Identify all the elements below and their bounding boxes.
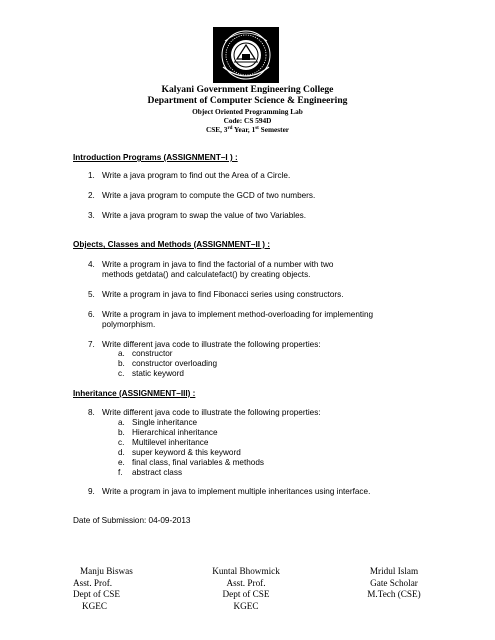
year-semester: CSE, 3rd Year, 1st Semester: [205, 125, 290, 134]
signatory-block: [73, 566, 133, 612]
submission-date: Date of Submission: 04-09-2013: [73, 516, 191, 525]
signatory-title: Asst. Prof.: [73, 577, 113, 588]
list-item: 2. Write a java program to compute the GCD of two numbers.: [88, 191, 316, 200]
list-item: 1. Write a java program to find out the Area of a Circle.: [88, 171, 291, 180]
list-item: 4. Write a program in java to find the factorial of a number with two: [88, 260, 334, 269]
section-heading: Objects, Classes and Methods (ASSIGNMENT–II ) :: [73, 240, 270, 249]
sub-list-item: b. Hierarchical inheritance: [118, 428, 218, 437]
course-code: Code: CS 594D: [223, 116, 272, 125]
list-item: 6. Write a program in java to implement method-overloading for implementing: [88, 310, 374, 319]
signatory-dept: M.Tech (CSE): [367, 589, 421, 599]
list-item: 8. Write different java code to illustrate the following properties:: [88, 408, 321, 417]
sub-list-item: a. Single inheritance: [118, 418, 198, 427]
sub-list-item: b. constructor overloading: [118, 359, 218, 368]
college-logo: [213, 27, 279, 83]
sub-list-item: f. abstract class: [118, 468, 183, 477]
section-heading: Introduction Programs (ASSIGNMENT–I ) :: [73, 153, 238, 162]
signatory-block: [196, 566, 296, 612]
signatory-name: Mridul Islam: [369, 566, 419, 576]
signatory-name: Manju Biswas: [80, 566, 133, 576]
list-item-continuation: polymorphism.: [102, 320, 156, 329]
signatory-name: Kuntal Bhowmick: [212, 566, 280, 576]
signatory-institution: KGEC: [82, 600, 108, 611]
sub-list-item: a. constructor: [118, 349, 173, 358]
list-item: 5. Write a program in java to find Fibonacci series using constructors.: [88, 290, 344, 299]
department-name: Department of Computer Science & Engineering: [147, 95, 348, 106]
sub-list-item: e. final class, final variables & methods: [118, 458, 264, 467]
signatory-title: Asst. Prof.: [226, 577, 266, 588]
sub-list-item: d. super keyword & this keyword: [118, 448, 241, 457]
list-item: 3. Write a java program to swap the value of two Variables.: [88, 211, 307, 220]
signatory-block: [354, 566, 434, 601]
signatory-title: Gate Scholar: [370, 577, 418, 588]
sub-list-item: c. Multilevel inheritance: [118, 438, 209, 447]
sub-list-item: c. static keyword: [118, 369, 184, 378]
list-item-continuation: methods getdata() and calculatefact() by creating objects.: [102, 270, 311, 279]
signatory-dept: Dept of CSE: [222, 589, 270, 599]
list-item: 9. Write a program in java to implement multiple inheritances using interface.: [88, 487, 371, 496]
lab-name: Object Oriented Programming Lab: [192, 107, 303, 116]
list-item: 7. Write different java code to illustrate the following properties:: [88, 340, 321, 349]
college-name: Kalyani Government Engineering College: [161, 84, 334, 95]
signatory-institution: KGEC: [233, 600, 259, 611]
signatory-dept: Dept of CSE: [73, 589, 120, 599]
section-heading: Inheritance (ASSIGNMENT–III) :: [73, 389, 196, 398]
